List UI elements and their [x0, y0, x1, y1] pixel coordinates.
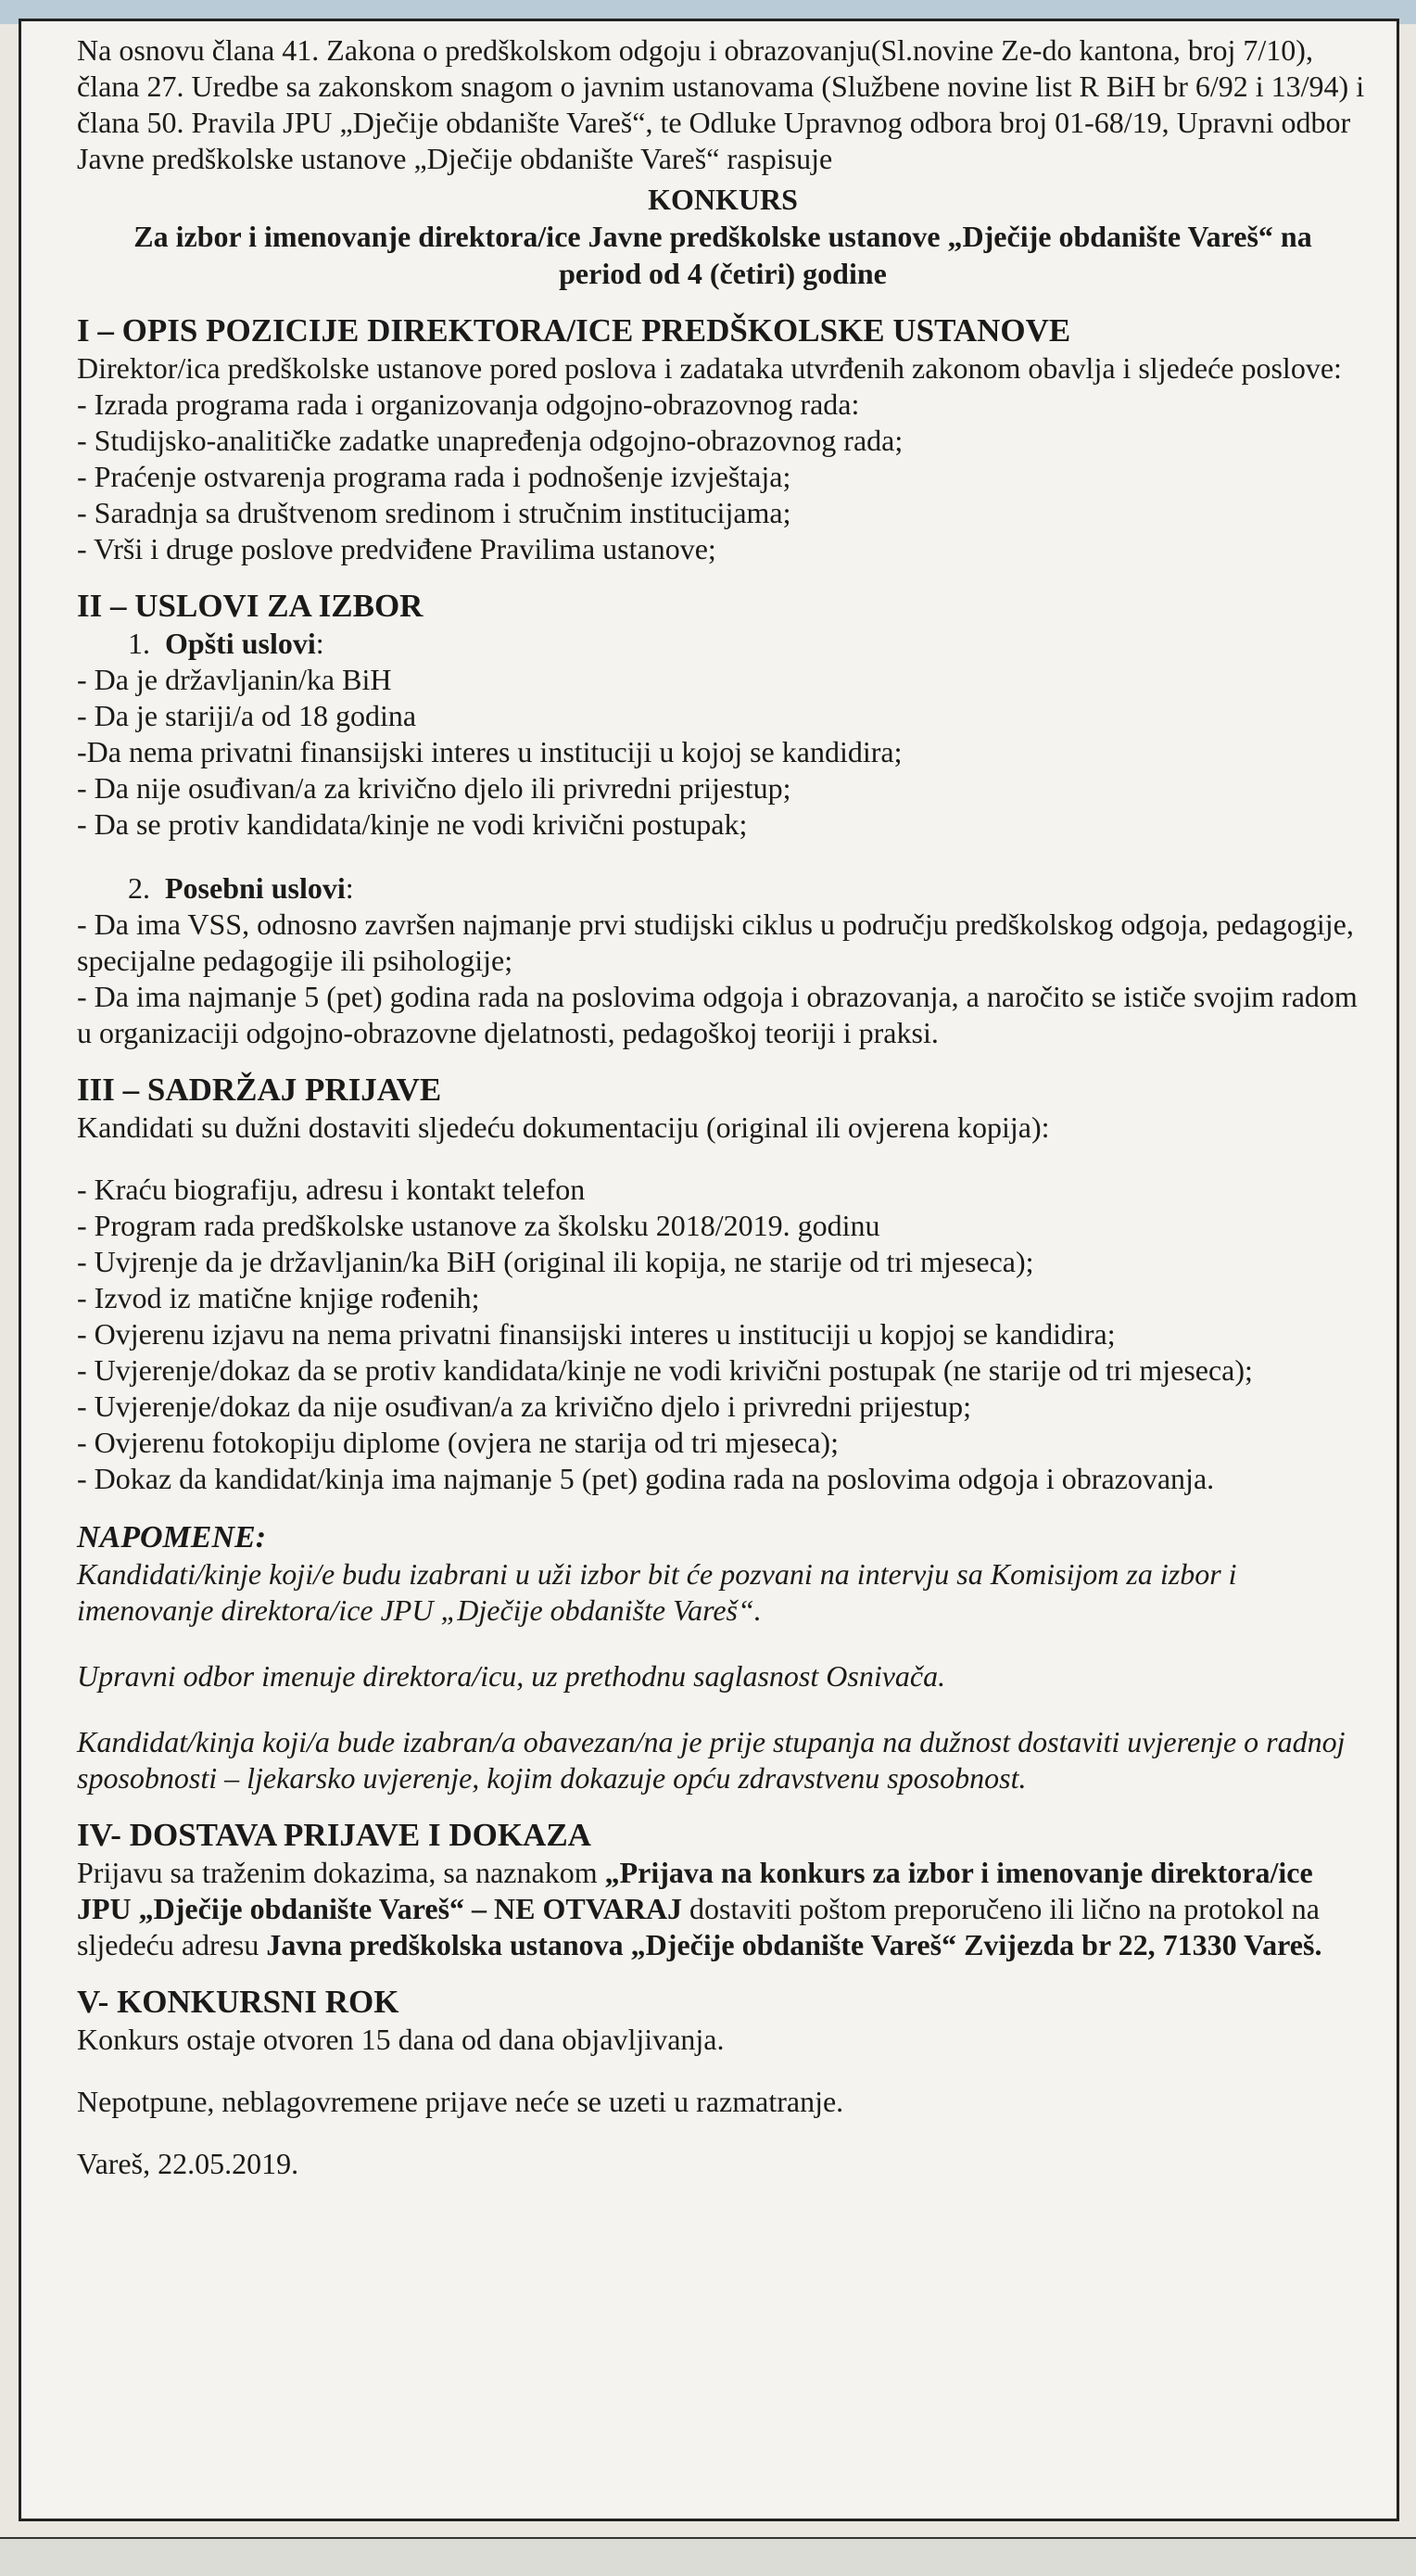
submission-paragraph: [77, 1855, 1369, 1963]
list-item: - Da nije osuđivan/a za krivično djelo ili privredni prijestup;: [77, 771, 791, 805]
incomplete-applications-text: Nepotpune, neblagovremene prijave neće se uzeti u razmatranje.: [77, 2085, 844, 2118]
submission-address: Javna predškolska ustanova „Dječije obdanište Vareš“ Zvijezda br 22, 71330 Vareš.: [266, 1928, 1322, 1961]
notes-heading: NAPOMENE:: [77, 1520, 267, 1554]
section-3-heading: III – SADRŽAJ PRIJAVE: [77, 1072, 442, 1108]
list-item: - Da se protiv kandidata/kinje ne vodi krivični postupak;: [77, 807, 748, 841]
list-item: - Ovjerenu fotokopiju diplome (ovjera ne starija od tri mjeseca);: [77, 1426, 839, 1459]
section-4-heading: IV- DOSTAVA PRIJAVE I DOKAZA: [77, 1817, 591, 1853]
subsection-label: Opšti uslovi: [165, 627, 316, 660]
deadline-text: Konkurs ostaje otvoren 15 dana od dana objavljivanja.: [77, 2023, 725, 2056]
note-paragraph: Kandidat/kinja koji/a bude izabran/a obavezan/na je prije stupanja na dužnost dostaviti uvjerenje o radnoj sposobnosti – ljekarsko uvjerenje, kojim dokazuje opću zdravstvenu sposobnost.: [77, 1725, 1346, 1795]
notice-title: KONKURS: [648, 183, 798, 216]
list-item: - Kraću biografiju, adresu i kontakt telefon: [77, 1173, 586, 1206]
submission-text: Prijavu sa traženim dokazima, sa naznakom: [77, 1856, 605, 1889]
list-item: - Vrši i druge poslove predviđene Pravilima ustanove;: [77, 532, 716, 565]
list-item: - Da ima najmanje 5 (pet) godina rada na poslovima odgoja i obrazovanja, a naročito se ističe svojim radom u organizaciji odgojno-obrazovne djelatnosti, pedagoškoj teoriji i praksi.: [77, 980, 1358, 1049]
list-item: -Da nema privatni finansijski interes u instituciji u kojoj se kandidira;: [77, 735, 903, 768]
section-5-heading: V- KONKURSNI ROK: [77, 1984, 399, 2020]
list-item: - Da je državljanin/ka BiH: [77, 663, 392, 696]
submission-text: dostaviti poštom preporučeno ili lično na protokol na sljedeću adresu: [77, 1892, 1320, 1961]
list-item: - Dokaz da kandidat/kinja ima najmanje 5 (pet) godina rada na poslovima odgoja i obrazovanja.: [77, 1462, 1215, 1495]
note-paragraph: Upravni odbor imenuje direktora/icu, uz prethodnu saglasnost Osnivača.: [77, 1659, 946, 1693]
list-item: - Uvjerenje/dokaz da nije osuđivan/a za krivično djelo i privredni prijestup;: [77, 1390, 972, 1423]
submission-label: „Prijava na konkurs za izbor i imenovanje direktora/ice JPU „Dječije obdanište Vareš“ – NE OTVARAJ: [77, 1856, 1313, 1925]
list-item: - Izvod iz matične knjige rođenih;: [77, 1281, 480, 1314]
list-item: - Saradnja sa društvenom sredinom i stručnim institucijama;: [77, 496, 791, 529]
subsection-special: 2. Posebni uslovi:: [128, 871, 354, 905]
section-1-heading: I – OPIS POZICIJE DIREKTORA/ICE PREDŠKOLSKE USTANOVE: [77, 312, 1071, 349]
subsection-label: Posebni uslovi: [165, 871, 346, 905]
list-item: - Studijsko-analitičke zadatke unapređenja odgojno-obrazovnog rada;: [77, 424, 904, 457]
job-notice: [19, 19, 1399, 2521]
list-item: - Da ima VSS, odnosno završen najmanje prvi studijski ciklus u području predškolskog odgoja, pedagogije, specijalne pedagogije ili psihologije;: [77, 907, 1354, 977]
list-item: - Program rada predškolske ustanove za školsku 2018/2019. godinu: [77, 1209, 880, 1242]
list-item: - Uvjerenje/dokaz da se protiv kandidata/kinje ne vodi krivični postupak (ne starije od tri mjeseca);: [77, 1353, 1253, 1387]
list-item: - Da je stariji/a od 18 godina: [77, 699, 417, 732]
list-item: - Praćenje ostvarenja programa rada i podnošenje izvještaja;: [77, 460, 791, 493]
list-item: - Uvjrenje da je državljanin/ka BiH (original ili kopija, ne starije od tri mjeseca);: [77, 1245, 1034, 1278]
section-2-heading: II – USLOVI ZA IZBOR: [77, 588, 424, 624]
subsection-number: 2.: [128, 871, 150, 905]
intro-paragraph: Na osnovu člana 41. Zakona o predškolskom odgoju i obrazovanju(Sl.novine Ze-do kantona, broj 7/10), člana 27. Uredbe sa zakonskom snagom o javnim ustanovama (Službene novine list R BiH br 6/92 i 13/94) i člana 50. Pravila JPU „Dječije obdanište Vareš“, te Odluke Upravnog odbora broj 01-68/19, Upravni odbor Javne predškolske ustanove „Dječije obdanište Vareš“ raspisuje: [77, 33, 1365, 175]
note-paragraph: Kandidati/kinje koji/e budu izabrani u uži izbor bit će pozvani na intervju sa Komisijom za izbor i imenovanje direktora/ice JPU „Dječije obdanište Vareš“.: [77, 1557, 1237, 1627]
list-item: - Ovjerenu izjavu na nema privatni finansijski interes u instituciji u kopjoj se kandidira;: [77, 1317, 1116, 1351]
next-notice-edge: [0, 2537, 1416, 2576]
subsection-general: 1. Opšti uslovi:: [128, 627, 324, 660]
subsection-number: 1.: [128, 627, 150, 660]
list-item: - Izrada programa rada i organizovanja odgojno-obrazovnog rada:: [77, 387, 860, 421]
notice-subtitle: Za izbor i imenovanje direktora/ice Javne predškolske ustanove „Dječije obdanište Vareš“ na period od 4 (četiri) godine: [133, 220, 1312, 290]
section-1-lead: Direktor/ica predškolske ustanove pored poslova i zadataka utvrđenih zakonom obavlja i sljedeće poslove:: [77, 351, 1342, 385]
place-date: Vareš, 22.05.2019.: [77, 2147, 299, 2180]
section-3-lead: Kandidati su dužni dostaviti sljedeću dokumentaciju (original ili ovjerena kopija):: [77, 1110, 1050, 1144]
